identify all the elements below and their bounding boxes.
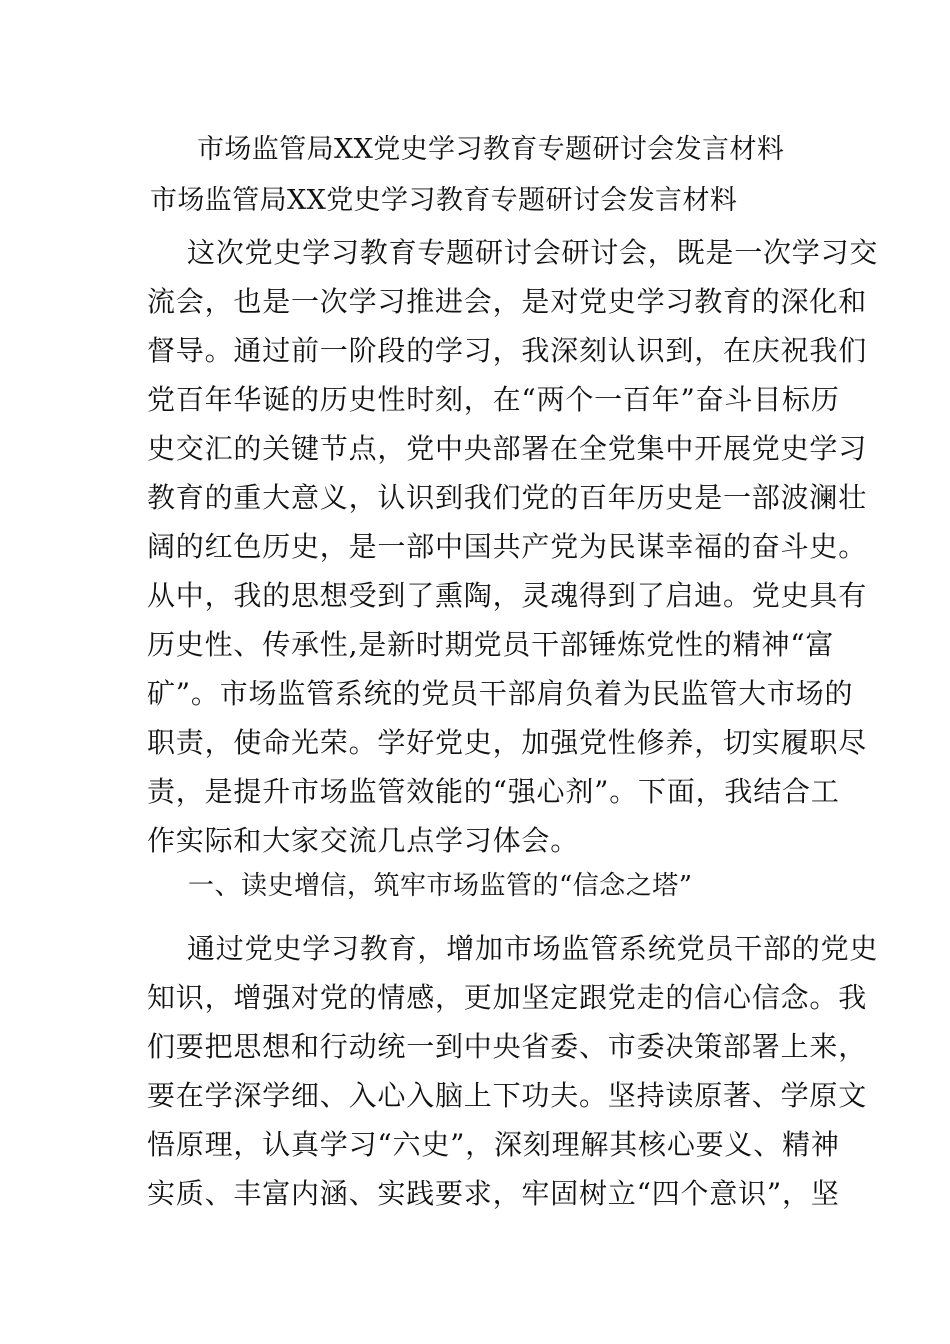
paragraph-line: 们要把思想和行动统一到中央省委、市委决策部署上来， — [147, 1030, 868, 1063]
paragraph-line: 通过党史学习教育，增加市场监管系统党员干部的党史 — [187, 932, 879, 965]
paragraph-line: 这次党史学习教育专题研讨会研讨会，既是一次学习交 — [187, 236, 879, 269]
paragraph-line: 要在学深学细、入心入脑上下功夫。坚持读原著、学原文 — [147, 1079, 868, 1112]
paragraph-2 — [147, 924, 879, 1218]
section-heading: 一、读史增信，筑牢市场监管的“信念之塔” — [188, 871, 693, 901]
paragraph-line: 流会，也是一次学习推进会，是对党史学习教育的深化和 — [147, 285, 868, 318]
paragraph-line: 作实际和大家交流几点学习体会。 — [147, 824, 580, 857]
paragraph-line: 责，是提升市场监管效能的“强心剂”。下面，我结合工 — [147, 775, 840, 808]
document-subtitle: 市场监管局XX党史学习教育专题研讨会发言材料 — [150, 185, 738, 216]
paragraph-line: 矿”。市场监管系统的党员干部肩负着为民监管大市场的 — [147, 677, 854, 710]
paragraph-line: 督导。通过前一阶段的学习，我深刻认识到，在庆祝我们 — [147, 334, 868, 367]
paragraph-1 — [147, 228, 879, 865]
paragraph-line: 从中，我的思想受到了熏陶，灵魂得到了启迪。党史具有 — [147, 579, 868, 612]
paragraph-line: 职责，使命光荣。学好党史，加强党性修养，切实履职尽 — [147, 726, 868, 759]
paragraph-line: 知识，增强对党的情感，更加坚定跟党走的信心信念。我 — [147, 981, 868, 1014]
paragraph-line: 教育的重大意义，认识到我们党的百年历史是一部波澜壮 — [147, 481, 868, 514]
paragraph-line: 悟原理，认真学习“六史”，深刻理解其核心要义、精神 — [147, 1128, 840, 1161]
paragraph-line: 史交汇的关键节点，党中央部署在全党集中开展党史学习 — [147, 432, 868, 465]
paragraph-line: 阔的红色历史，是一部中国共产党为民谋幸福的奋斗史。 — [147, 530, 868, 563]
paragraph-line: 历史性、传承性,是新时期党员干部锤炼党性的精神“富 — [147, 628, 835, 661]
paragraph-line: 实质、丰富内涵、实践要求，牢固树立“四个意识”，坚 — [147, 1177, 840, 1210]
document-title: 市场监管局XX党史学习教育专题研讨会发言材料 — [197, 134, 785, 165]
paragraph-line: 党百年华诞的历史性时刻，在“两个一百年”奋斗目标历 — [147, 383, 840, 416]
